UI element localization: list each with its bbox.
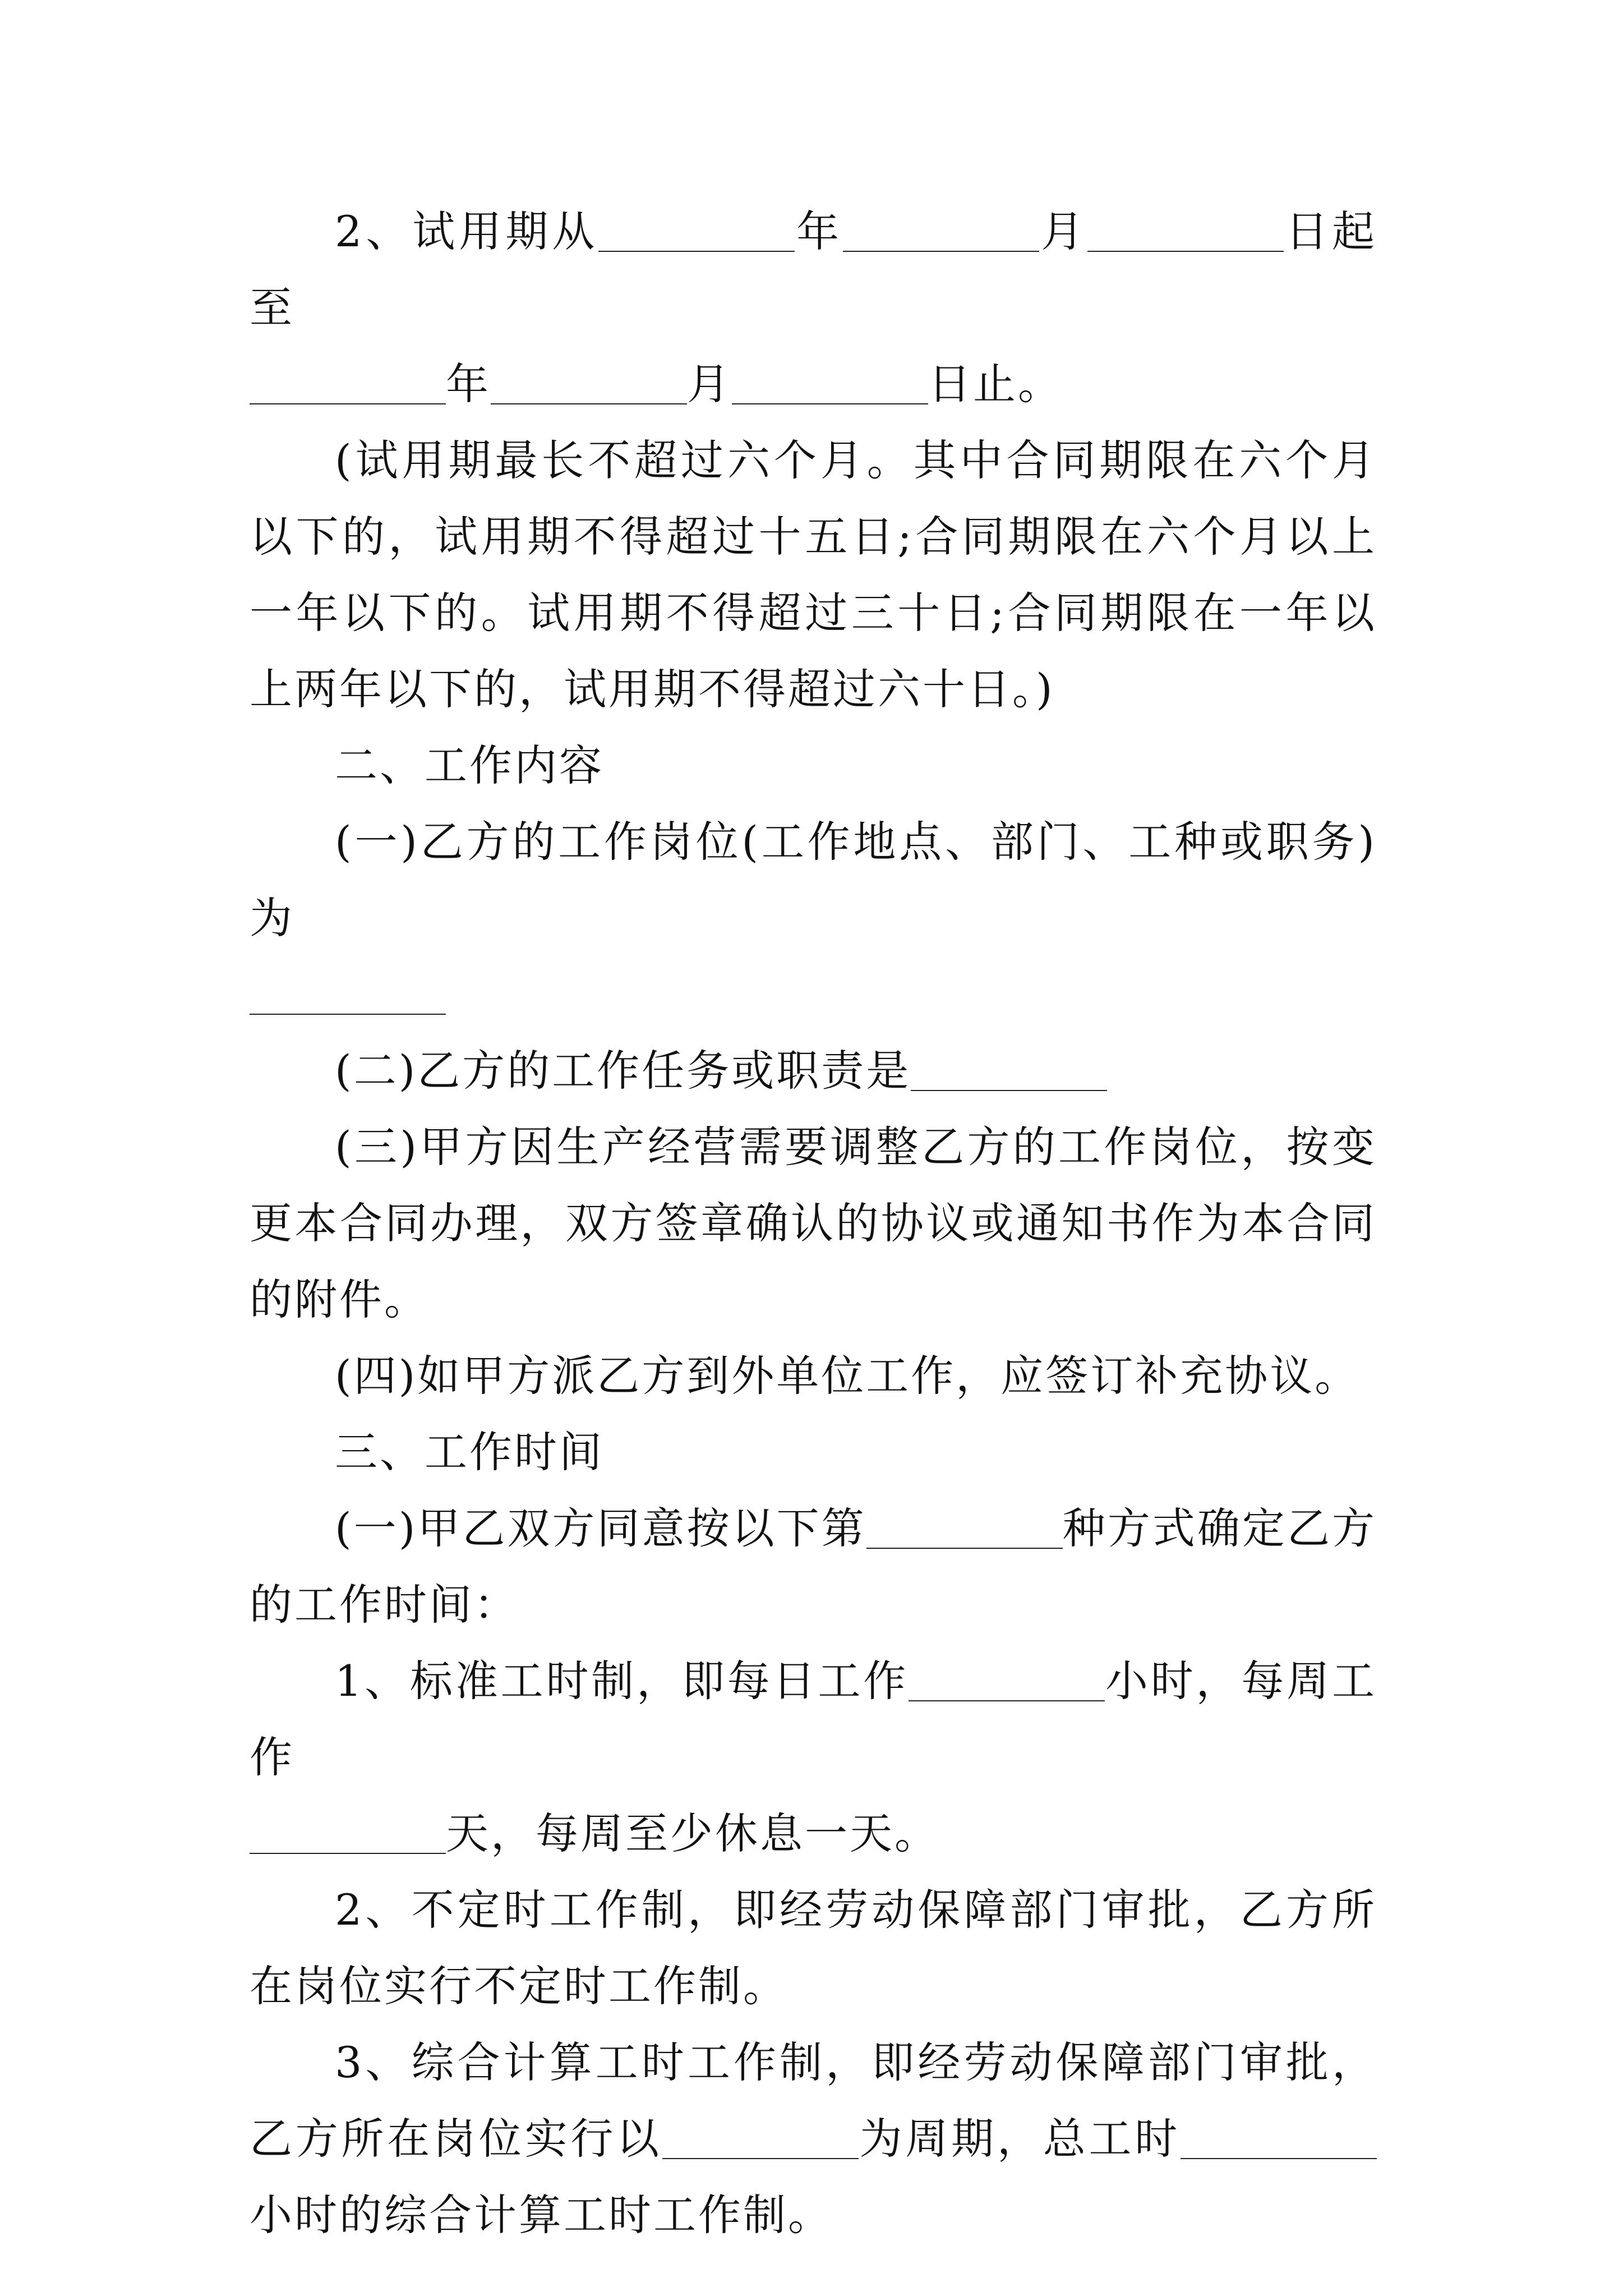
trial-period-end-dates [250, 346, 1377, 422]
method-number-blank[interactable] [866, 1505, 1063, 1549]
comprehensive-hours-text: 3、综合计算工时工作制，即经劳动保障部门审批，乙方所在岗位实行以 [250, 2037, 1377, 2164]
year-label: 年 [795, 206, 843, 256]
month-label: 月 [1039, 206, 1088, 256]
comprehensive-hours-clause [250, 2024, 1377, 2253]
rest-day-text: 天，每周至少休息一天。 [446, 1809, 939, 1858]
day-start-label: 日起至 [250, 206, 1377, 333]
standard-hours-text: 1、标准工时制，即每日工作 [335, 1656, 909, 1706]
daily-hours-blank[interactable] [909, 1658, 1105, 1701]
flexible-hours-clause: 2、不定时工作制，即经劳动保障部门审批，乙方所在岗位实行不定时工作制。 [250, 1885, 1377, 2011]
trial-period-note: (试用期最长不超过六个月。其中合同期限在六个月以下的，试用期不得超过十五日;合同期限在六个月以上一年以下的。试用期不得超过三十日;合同期限在一年以上两年以下的，试用期不得超过六十日。) [250, 435, 1377, 714]
position-adjustment-clause: (三)甲方因生产经营需要调整乙方的工作岗位，按变更本合同办理，双方签章确认的协议或通知书作为本合同的附件。 [250, 1122, 1377, 1324]
weekly-days-blank[interactable] [250, 1810, 446, 1854]
external-assignment-clause: (四)如甲方派乙方到外单位工作，应签订补充协议。 [335, 1351, 1360, 1401]
weekly-work-text: 小时，每周工作 [250, 1656, 1377, 1782]
end-day-blank[interactable] [732, 361, 928, 404]
contract-body [250, 194, 1377, 2253]
duties-clause [250, 1033, 1377, 1109]
section-heading-work-hours: 三、工作时间 [335, 1427, 604, 1477]
year-label: 年 [446, 359, 491, 409]
job-position-blank[interactable] [250, 971, 446, 1015]
end-month-blank[interactable] [491, 361, 687, 404]
job-position-clause [250, 804, 1377, 956]
start-year-blank[interactable] [598, 208, 795, 252]
total-hours-text: 为周期，总工时 [858, 2114, 1181, 2164]
start-month-blank[interactable] [843, 208, 1039, 252]
trial-period-text: 2、试用期从 [335, 206, 599, 256]
duties-blank[interactable] [911, 1047, 1107, 1091]
section-heading-work-content: 二、工作内容 [335, 740, 604, 790]
month-label: 月 [687, 359, 732, 409]
trial-period-dates [250, 194, 1377, 346]
work-hours-method-clause [250, 1490, 1377, 1643]
duties-text: (二)乙方的工作任务或职责是 [335, 1046, 911, 1096]
work-hours-method-text: (一)甲乙双方同意按以下第 [335, 1503, 866, 1553]
cycle-period-blank[interactable] [662, 2115, 859, 2159]
day-end-label: 日止。 [928, 359, 1063, 409]
comprehensive-hours-end: 小时的综合计算工时工作制。 [250, 2190, 833, 2240]
standard-hours-clause [250, 1643, 1377, 1796]
end-year-blank[interactable] [250, 361, 446, 404]
work-hours-method-rest: 种方式确定乙方的工作时间： [250, 1503, 1377, 1630]
start-day-blank[interactable] [1087, 208, 1284, 252]
total-hours-blank[interactable] [1181, 2115, 1377, 2159]
standard-hours-continuation [250, 1796, 1377, 1872]
job-position-text: (一)乙方的工作岗位(工作地点、部门、工种或职务)为 [250, 817, 1377, 943]
job-position-fill-line [250, 956, 1377, 1033]
